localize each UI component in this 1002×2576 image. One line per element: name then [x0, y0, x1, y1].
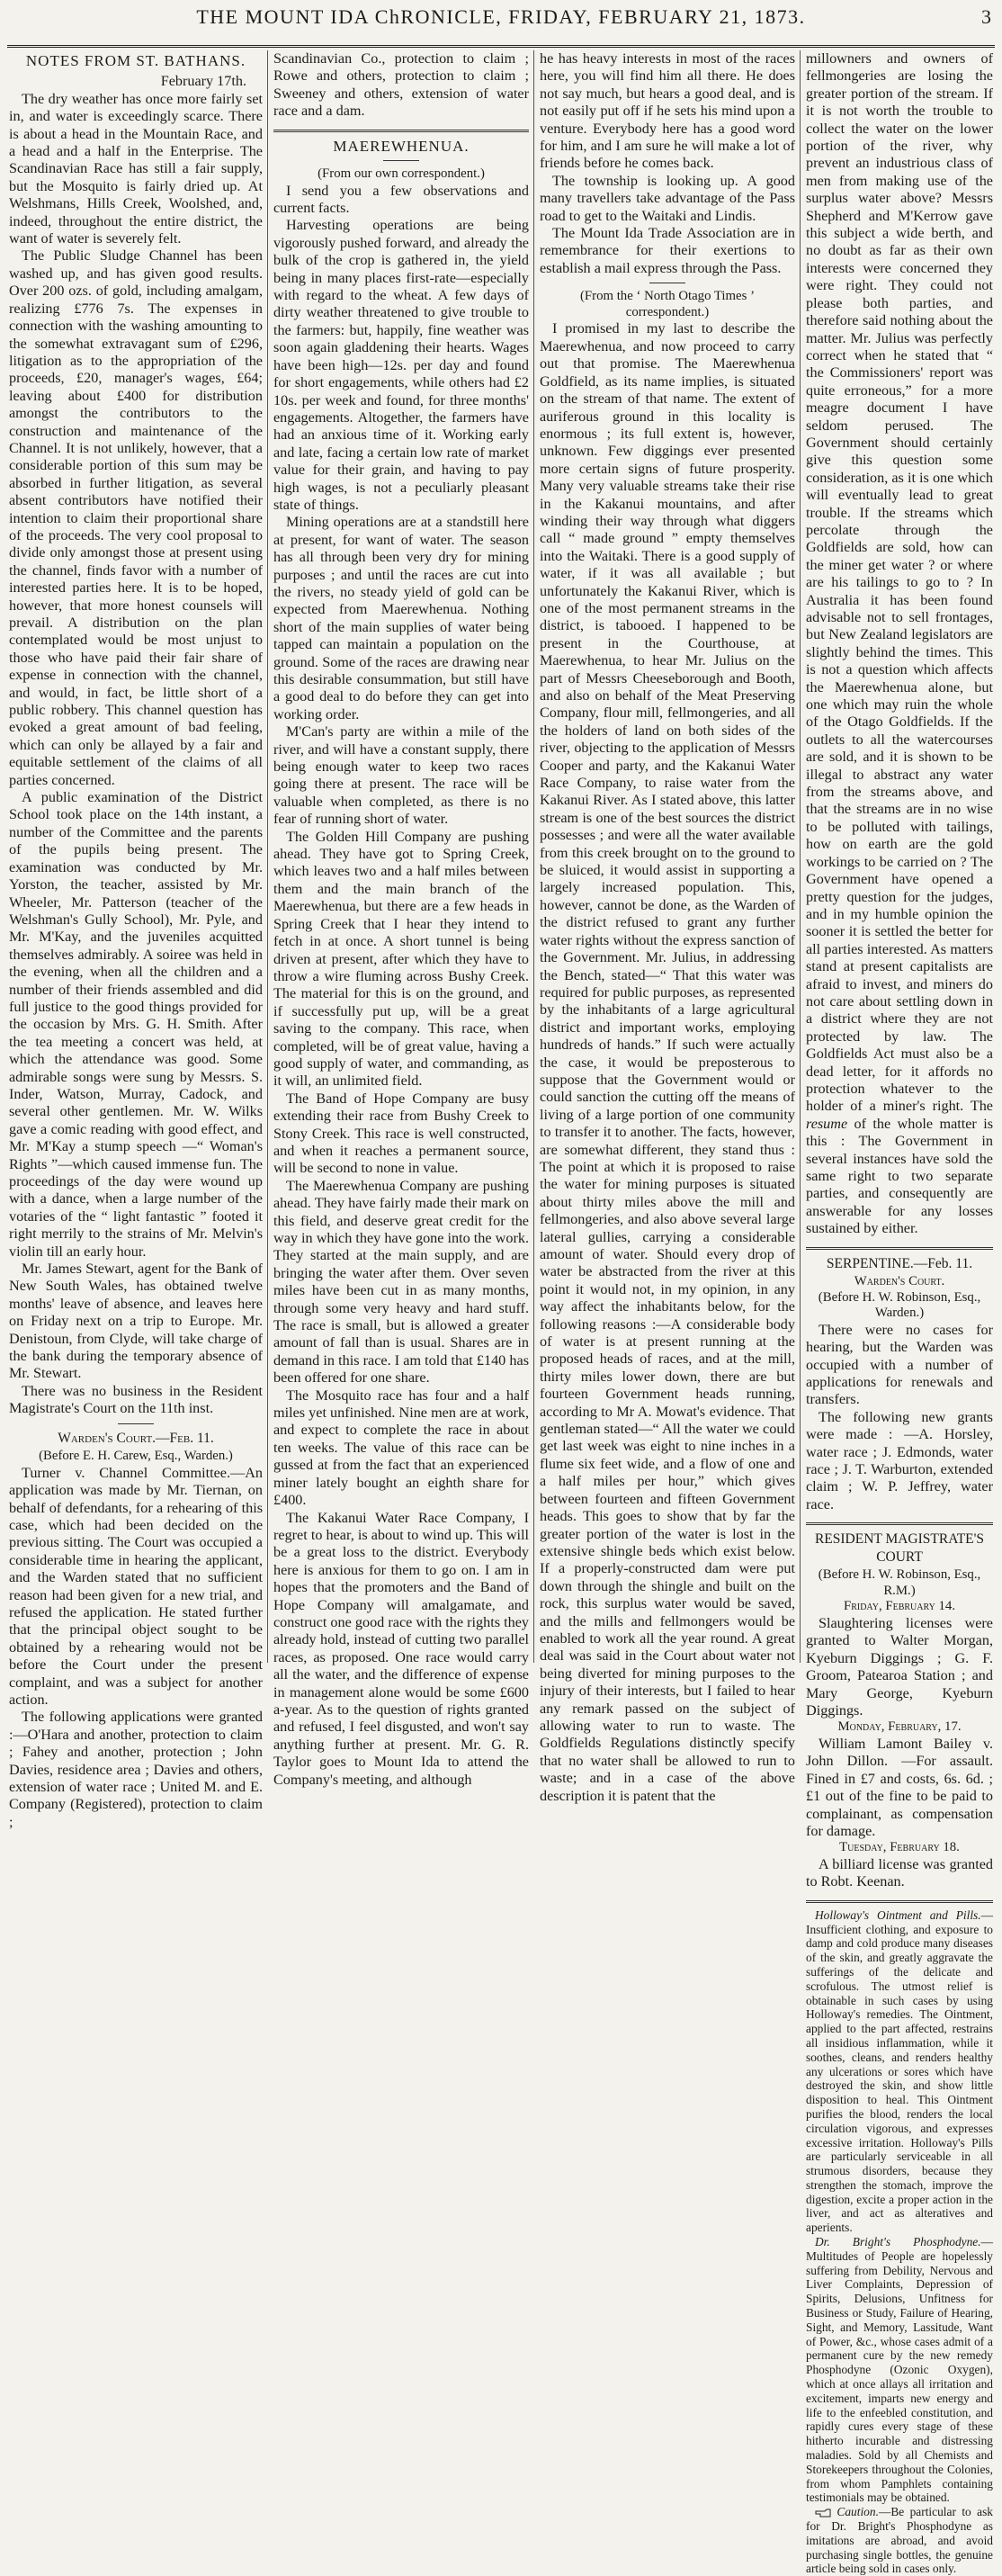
- article-heading-st-bathans: NOTES FROM ST. BATHANS.: [25, 52, 246, 69]
- date-line: Tuesday, February 18.: [839, 1840, 960, 1855]
- paragraph: The Mosquito race has four and a half miles yet unfinished. Nine men are at work, and expect to complete the race in about ten weeks. The value of this race can be gussed at from the fact that an experienced miner lately bought an eighth share for £400.: [273, 1387, 529, 1509]
- divider: [806, 1522, 993, 1525]
- paragraph: The following new grants were made : —A. Horsley, water race ; J. Edmonds, water race ; J. T. Warburton, extended claim ; W. P. Jeffrey, water race.: [806, 1408, 993, 1512]
- italic-word: resume: [806, 1115, 848, 1132]
- ad-lead: Caution.: [836, 2505, 879, 2519]
- court-line: Warden's Court.: [854, 1274, 945, 1289]
- paragraph: Scandinavian Co., protection to claim ; Rowe and others, protection to claim ; Sweeney and others, extension of water race and a dam.: [273, 50, 529, 120]
- ad-text: —Insufficient clothing, and exposure to damp and cold produce many diseases of the skin, and greatly aggravate the sufferings of the delicate and scrofulous. The utmost relief is obtainable in such cases by using Holloway's remedies. The Ointment, applied to the part affected, restrains all insidious inflammation, while it soothes, cleans, and renders healthy any ulcerations or sores which have destroyed the skin, and show little disposition to heal. This Ointment purifies the blood, renders the local circulation vigorous, and expresses excessive irritation. Holloway's Pills are particularly serviceable in all strumous disorders, because they strengthen the stomach, improve the digestion, excite a proper action in the liver, and act as alteratives and aperients.: [806, 1907, 993, 2235]
- paragraph: There was no business in the Resident Magistrate's Court on the 11th inst.: [9, 1382, 263, 1417]
- paragraph: M'Can's party are within a mile of the river, and will have a constant supply, there being enough water to keep two races going there at present. The race will be valuable when completed, as there is no fear of running short of water.: [273, 723, 529, 828]
- column-2: [273, 50, 529, 1788]
- paragraph: There were no cases for hearing, but the Warden was occupied with a number of applications for renewals and transfers.: [806, 1321, 993, 1408]
- divider: [806, 1247, 993, 1250]
- article-heading-maerewhenua: MAEREWHENUA.: [333, 137, 470, 155]
- dateline: February 17th.: [160, 73, 246, 90]
- column-4: [806, 50, 993, 2576]
- page-number: 3: [981, 5, 991, 28]
- column-3: [540, 50, 795, 1804]
- before-line: (Before H. W. Robinson, Esq., Warden.): [818, 1289, 981, 1321]
- subheading-wardens-court: Warden's Court.—Feb. 11.: [58, 1430, 214, 1446]
- column-1: [9, 50, 263, 1830]
- paragraph: The Maerewhenua Company are pushing ahead. They have fairly made their mark on this field, and deserve great credit for the way in which they have gone into the work. They started at the main supply, and are bringing the water after them. Over seven miles have been cut in as many months, through some very heavy and hard stuff. The race is small, but is allowed a greater amount of fall than is usual. Shares are in demand in this race. I am told that £140 has been offered for one share.: [273, 1177, 529, 1387]
- paragraph: The Mount Ida Trade Association are in remembrance for their exertions to establish a mail express through the Pass.: [540, 225, 795, 276]
- column-rule: [800, 50, 801, 1663]
- correspondent-line: (From the ‘ North Otago Times ’ correspondent.): [580, 289, 755, 319]
- correspondent-line: (From our own correspondent.): [318, 166, 485, 182]
- paragraph: The dry weather has once more fairly set in, and water is exceedingly scarce. There is about a head in the Mountain Race, and a head and a half in the Enterprise. The Scandinavian Race has still a fair supply, but the Mosquito is fairly dried up. At Welshmans, Hills Creek, Woolshed, and, indeed, throughout the entire district, the want of water is severely felt.: [9, 90, 263, 247]
- paragraph: I send you a few observations and current facts.: [273, 182, 529, 217]
- subheading-resident-magistrates-court: RESIDENT MAGISTRATE'S COURT: [814, 1531, 985, 1565]
- subheading-serpentine: SERPENTINE.—Feb. 11.: [826, 1255, 973, 1271]
- paragraph: A public examination of the District School took place on the 14th instant, a number of the Committee and the parents of the pupils being present. The examination was conducted by Mr. Yorston, the teacher, assisted by Mr. Wheeler, Mr. Patterson (teacher of the Welshman's Gully School), Mr. Pyle, and Mr. M'Kay, and the juveniles acquitted themselves admirably. A soiree was held in the evening, when all the children and a number of their friends assembled and did full justice to the good things provided for the occasion by Mrs. G. H. Smith. After the tea meeting a concert was held, at which the attendance was good. Some admirable songs were sung by Messrs. S. Inder, Watson, Murray, Cadock, and several other gentlemen. Mr. W. Wilks gave a comic reading with good effect, and Mr. M'Kay a stump speech —“ Woman's Rights ”—which caused immense fun. The proceedings of the day were wound up with a dance, when a large number of the votaries of the “ light fantastic ” footed it right merrily to the strains of Mr. Melvin's violin till an early hour.: [9, 789, 263, 1260]
- paragraph: Harvesting operations are being vigorously pushed forward, and already the bulk of the crop is gathered in, the yield being in many places first-rate—especially with regard to the wheat. A few days of dirty weather threatened to give trouble to the farmers: but, happily, fine weather was soon again gladdening their hearts. Wages have been high—12s. per day and found for short engagements, while others had £2 10s. per week and found, for three months' engagements. Altogether, the farmers have had an anxious time of it. Working early and late, facing a certain low rate of market value for their grain, and having to pay high wages, is not a peculiarly pleasant state of things.: [273, 217, 529, 513]
- text-run: millowners and owners of fellmongeries are losing the greater portion of the stream. If it is not worth the trouble to collect the water on the lower portion of the river, why prevent an industrious class of men from making use of the surplus water above? Messrs Shepherd and M'Kerrow gave this subject a wide berth, and no doubt as far as their own interests were concerned they were right. They could not please both parties, and therefore said nothing about the matter. Mr. Julius was perfectly correct when he stated that “ the Commissioners' report was quite erroneous,” for a more meagre document I have seldom perused. The Government should certainly give this question some consideration, as it is one which will eventually lead to great trouble. If the streams which percolate through the Goldfields are sold, how can the miner get water ? or where are his tailings to go to ? In Australia it has been found advisable not to sell frontages, but New Zealand legislators are slightly behind the times. This is not a question which affects the Maerewhenua alone, but one which may ruin the whole of the Otago Goldfields. If the outlets to all the watercourses are sold, and it is shown to be illegal to abstract any water from the streams above, and that the streams are in no wise to be polluted with tailings, how on earth are the gold workings to be carried on ? The Government have opened a pretty question for the judges, and in my humble opinion the sooner it is settled the better for all parties interested. As matters stand at present capitalists are afraid to invest, and miners do not care about settling down in a district where they are not protected by law. The Goldfields Act must also be a dead letter, for it affords no protection whatever to the holder of a miner's right. The: [806, 50, 993, 1115]
- paragraph: Turner v. Channel Committee.—An application was made by Mr. Tiernan, on behalf of defendants, for a rehearing of this case, which had been decided on the previous sitting. The Court was occupied a considerable time in hearing the applicant, and the Warden stated that no sufficient reason had been given for a new trial, and refused the application. He stated further that the principal object sought to be obtained by a rehearing would not be before the Court under the present complaint, and was a subject for another action.: [9, 1464, 263, 1708]
- paragraph: The Golden Hill Company are pushing ahead. They have got to Spring Creek, which leaves two and a half miles between them and the main branch of the Maerewhenua, but there are a few heads in Spring Creek that I hear they intend to fetch in at once. A short tunnel is being driven at present, after which they have to throw a wire fluming across Bushy Creek. The material for this is on the ground, and if successfully put up, will be a great saving to the company. This race, when completed, will be of great value, having a good supply of water, and commanding, as it will, an unlimited field.: [273, 828, 529, 1090]
- paragraph: The Kakanui Water Race Company, I regret to hear, is about to wind up. This will be a great loss to the district. Everybody here is anxious for them to go on. I am in hopes that the promoters and the Band of Hope Company will amalgamate, and construct one good race with the rights they already hold, instead of cutting two parallel races, as proposed. One race would carry all the water, and the difference of expense in management alone would be some £600 a-year. As to the question of rights granted and refused, I feel disgusted, and won't say anything further at present. Mr. G. R. Taylor goes to Mount Ida to attend the Company's meeting, and although: [273, 1509, 529, 1788]
- paragraph: I promised in my last to describe the Maerewhenua, and now proceed to carry out that promise. The Maerewhenua Goldfield, as its name implies, is situated on the stream of that name. The extent of auriferous ground in this locality is enormous ; its full extent is, however, unknown. Few diggings ever presented more certain signs of future prosperity. Many very valuable streams take their rise in the Kakanui mountains, and after winding their way through what diggers call “ made ground ” empty themselves into the Waitaki. There is a good supply of water, if it was all available ; but unfortunately the Kakanui River, which is one of the most permanent streams in the district, is tabooed. I happened to be present in the Courthouse, at Maerewhenua, to hear Mr. Julius on the part of Messrs Cheeseborough and Booth, and also on behalf of the Meat Preserving Company, flour mill, fellmongeries, and all the holders of land on both sides of the river, objecting to the application of Messrs Cooper and party, and the Kakanui Water Race Company, to raise water from the Kakanui River. As I stated above, this latter stream is one of the best sources the district possesses ; and were all the water available from this creek brought on to the ground to be sluiced, it would assist in supporting a largely increased population. This, however, cannot be done, as the Warden of the district refused to grant any further water rights without the express sanction of the Government. Mr. Julius, in addressing the Bench, stated—“ That this water was required for public purposes, as represented by the inhabitants of a large agricultural district and important works, employing hundreds of hands.” If such were actually the case, it would be preposterous to suppose that the Government would or could sanction the cutting off the means of living of a large portion of one community to transfer it to another. The facts, however, are somewhat different, they stand thus : The point at which it is proposed to raise the water for mining purposes is situated about thirty miles above the mill and fellmongeries, and also above several large lateral gullies, carrying a considerable amount of water. Should every drop of water be abstracted from the river at this point it would not, in my opinion, in any way affect the inhabitants below, for the following reasons :—A considerable body of water is at present running at the proposed heads of races, and at the mill, thirty miles lower down, there are but fourteen Government heads running, according to Mr A. Mowat's evidence. That gentleman stated—“ All the water we could get last week was eight to nine inches in a flume six feet wide, and a flow of one and a half miles per hour,” which gives between fourteen and fifteen Government heads. This goes to show that by far the greater portion of the water is lost in the extensive shingle beds which exist below. If a properly-constructed dam were put down through the shingle and built on the rock, this surplus water would be saved, and the mills and fellmongers would be enabled to work all the year round. A great deal was said in the Court about water not being diverted for mining purposes to the injury of their interests, but I failed to hear any remark passed on the subject of allowing water to run to waste. The Goldfields Regulations distinctly specify that no water shall be allowed to run to waste; and in a case of the above description it is patent that the: [540, 320, 795, 1804]
- advertisements: [806, 1908, 993, 2576]
- paragraph: A billiard license was granted to Robt. Keenan.: [806, 1855, 993, 1890]
- paragraph: Mining operations are at a standstill here at present, for want of water. The season has all through been very dry for mining purposes ; and until the races are cut into the rivers, no steady yield of gold can be expected from Maerewhenua. Nothing short of the main supplies of water being tapped can maintain a population on the ground. Some of the races are drawing near this desirable consummation, but still have a good deal to do before they can get into working order.: [273, 514, 529, 723]
- ad-text: —Multitudes of People are hopelessly suffering from Debility, Nervous and Liver Complaints, Depression of Spirits, Delusions, Unfitness for Business or Study, Failure of Hearing, Sight, and Memory, Lassitude, Want of Power, &c., whose cases admit of a permanent cure by the new remedy Phosphodyne (Ozonic Oxygen), which at once allays all irritation and excitement, imparts new energy and life to the enfeebled constitution, and rapidly cures every stage of these hitherto incurable and distressing maladies. Sold by all Chemists and Storekeepers throughout the Colonies, from whom Pamphlets containing testimonials may be obtained.: [806, 2235, 993, 2505]
- paragraph: he has heavy interests in most of the races here, you will find him all there. He does not say much, but hears a good deal, and is not easily put off if he sets his mind upon a venture. Everybody here has a good word for him, and I am sure he will make a lot of friends before he comes back.: [540, 50, 795, 172]
- ad-phosphodyne: [806, 2235, 993, 2505]
- paragraph: The Band of Hope Company are busy extending their race from Bushy Creek to Stony Creek. This race is well constructed, and when it reaches a permanent source, will be second to none in value.: [273, 1090, 529, 1177]
- masthead-title: THE MOUNT IDA ChRONICLE, FRIDAY, FEBRUARY 21, 1873.: [196, 5, 806, 28]
- paragraph: The following applications were granted :—O'Hara and another, protection to claim ; Fahey and another, protection ; John Davies, residence area ; Davies and others, extension of water race ; United M. and E. Company (Registered), protection to claim ;: [9, 1709, 263, 1830]
- paragraph: [806, 50, 993, 1238]
- column-rule: [267, 50, 268, 1663]
- column-rule: [533, 50, 534, 1663]
- pointing-hand-icon: [815, 2509, 831, 2518]
- ad-lead: Dr. Bright's Phosphodyne.: [815, 2235, 981, 2249]
- paragraph: The Public Sludge Channel has been washed up, and has given good results. Over 200 ozs. of gold, including amalgam, realizing £776 7s. The expenses in connection with the washing amounting to the somewhat extravagant sum of £296, litigation as to the appropriation of the proceeds, £20, manager's wages, £64; leaving about £400 for distribution amongst the contributors to the construction and maintenance of the Channel. It is not unlikely, however, that a considerable portion of this sum may be absorbed in further litigation, as several absent contributors have notified their intention to claim their proportional share of the proceeds. The very cool proposal to divide only amongst those at present using the channel, finds favor with a number of interested parties here. It is to be hoped, however, that more honest counsels will prevail. A distribution on the plan contemplated would be most unjust to those who have paid their fair share of expense in connection with the channel, and would, in fact, be little short of a public robbery. This channel question has evoked a great amount of bad feeling, which can only be allayed by a fair and equitable settlement of the claims of all parties concerned.: [9, 247, 263, 788]
- divider: [273, 130, 529, 132]
- ad-caution: [806, 2505, 993, 2576]
- paragraph: The township is looking up. A good many travellers take advantage of the Pass road to get to the Waitaki and Lindis.: [540, 172, 795, 224]
- masthead: [7, 0, 995, 48]
- paragraph: William Lamont Bailey v. John Dillon. —For assault. Fined in £7 and costs, 6s. 6d. ; £1 out of the fine to be paid to complainant, as compensation for damage.: [806, 1735, 993, 1839]
- divider: [118, 1423, 154, 1424]
- date-line: Friday, February 14.: [843, 1599, 956, 1614]
- divider: [806, 1900, 993, 1903]
- divider: [383, 160, 419, 161]
- ad-lead: Holloway's Ointment and Pills.: [815, 1907, 981, 1922]
- paragraph: Mr. James Stewart, agent for the Bank of New South Wales, has obtained twelve months' leave of absence, and leaves here on Friday next on a trip to Europe. Mr. Denistoun, from Clyde, will take charge of the bank during the temporary absence of Mr. Stewart.: [9, 1261, 263, 1382]
- before-line: (Before E. H. Carew, Esq., Warden.): [39, 1449, 233, 1464]
- ad-text: —Be particular to ask for Dr. Bright's Phosphodyne as imitations are abroad, and avoid purchasing single bottles, the genuine article being sold in cases only.: [806, 2505, 993, 2576]
- text-run: of the whole matter is this : The Government in several instances have sold the same right to two separate parties, and consequently are answerable for any losses sustained by either.: [806, 1115, 993, 1237]
- ad-holloway: [806, 1908, 993, 2235]
- before-line: (Before H. W. Robinson, Esq., R.M.): [818, 1567, 981, 1598]
- date-line: Monday, February, 17.: [837, 1719, 962, 1735]
- paragraph: Slaughtering licenses were granted to Walter Morgan, Kyeburn Diggings ; G. F. Groom, Patearoa Station ; and Mary George, Kyeburn Diggings.: [806, 1614, 993, 1719]
